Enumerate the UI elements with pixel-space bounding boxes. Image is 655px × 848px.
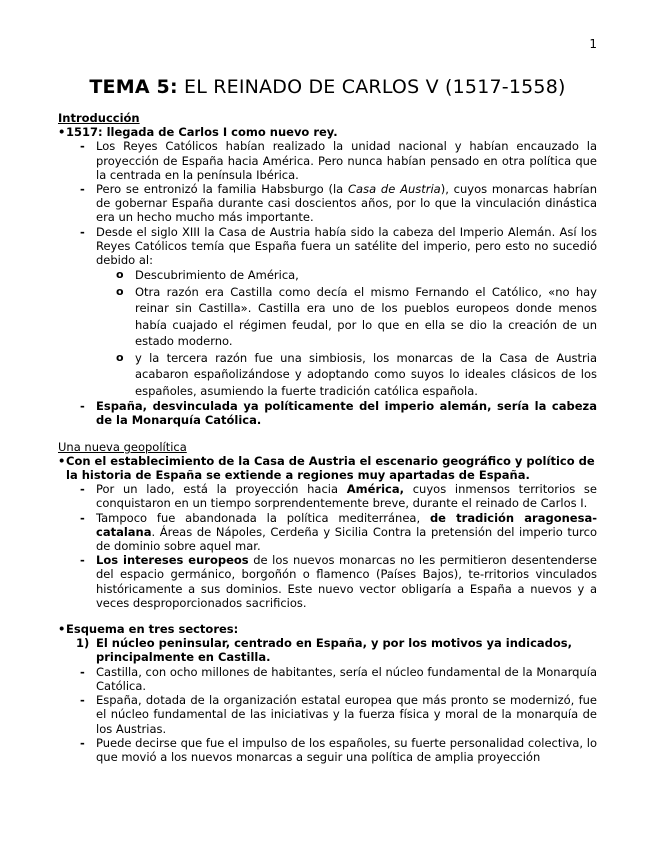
numbered-item: 1) El núcleo peninsular, centrado en España, y por los motivos ya indicados, principalmente en Castilla.	[76, 636, 572, 665]
list-item: - España, desvinculada ya políticamente del imperio alemán, sería la cabeza de la Monarquía Católica.	[58, 399, 597, 427]
reasons-list	[58, 267, 597, 399]
list-item: - Castilla, con ocho millones de habitantes, sería el núcleo fundamental de la Monarquía Católica.	[58, 665, 597, 693]
title-rest: EL REINADO DE CARLOS V (1517-1558)	[177, 76, 566, 98]
list-item: - Tampoco fue abandonada la política mediterránea, de tradición aragonesa-catalana. Áreas de Nápoles, Cerdeña y Sicilia Contra la pretensión del imperio turco de dominio sobre aquel mar.	[58, 511, 597, 554]
sectors-list	[58, 636, 597, 664]
page-title	[0, 76, 655, 98]
section-heading-geopolitica: Una nueva geopolítica	[58, 439, 187, 454]
list-item: o Otra razón era Castilla como decía el mismo Fernando el Católico, «no hay reinar sin Castilla». Castilla era uno de los pueblos europeos donde menos había cuajado el régimen feudal, por lo que en ella se dio la creación de un estado moderno.	[58, 284, 597, 350]
title-bold: TEMA 5:	[89, 76, 178, 98]
intro-list	[58, 139, 597, 427]
list-item: o Descubrimiento de América,	[58, 267, 597, 284]
list-item: - Desde el siglo XIII la Casa de Austria había sido la cabeza del Imperio Alemán. Así los Reyes Católicos temía que España fuera un satélite del imperio, pero esto no sucedió debido al: o Descubrimiento de América, o Otra razón era Castilla como decía el mismo Fernando el Católico, «no hay reinar sin Castilla». Castilla era uno de los pueblos europeos donde menos había cuajado el régimen feudal, por lo que en ella se dio la creación de un estado moderno. o y la tercera razón fue una simbiosis, los monarcas de la Casa de Austria acabaron españolizándose y adoptando como suyos lo ideales clásicos de los españoles, asumiendo la fuerte tradición católica española.	[58, 225, 597, 400]
page-number: 1	[589, 37, 597, 51]
list-item: - Por un lado, está la proyección hacia América, cuyos inmensos territorios se conquistaron en un tiempo sorprendentemente breve, durante el reinado de Carlos I.	[58, 482, 597, 510]
list-item: - Los intereses europeos de los nuevos monarcas no les permitieron desentenderse del espacio germánico, borgoñón o flamenco (Países Bajos), te-rritorios vinculados históricamente a sus dominios. Este nuevo vector obligaría a España a nuevos y a veces desproporcionados sacrificios.	[58, 553, 597, 610]
list-item: - Los Reyes Católicos habían realizado la unidad nacional y habían encauzado la proyección de España hacia América. Pero nunca habían pensado en otra política que la centrada en la península Ibérica.	[58, 139, 597, 182]
bullet-casa-austria: • Con el establecimiento de la Casa de Austria el escenario geográfico y político de la historia de España se extiende a regiones muy apartadas de España.	[58, 454, 597, 482]
section-heading-introduccion: Introducción	[58, 111, 140, 125]
list-item: - Pero se entronizó la familia Habsburgo (la Casa de Austria), cuyos monarcas habrían de gobernar España durante casi doscientos años, por lo que la vinculación dinástica era un hecho mucho más importante.	[58, 182, 597, 225]
list-item: - Puede decirse que fue el impulso de los españoles, su fuerte personalidad colectiva, lo que movió a los nuevos monarcas a seguir una política de amplia proyección	[58, 736, 597, 764]
list-item: - España, dotada de la organización estatal europea que más pronto se modernizó, fue el núcleo fundamental de las iniciativas y la fuerza física y moral de la monarquía de los Austrias.	[58, 693, 597, 736]
bullet-1517: • 1517: llegada de Carlos I como nuevo rey.	[58, 125, 597, 139]
geopolitica-list	[58, 482, 597, 610]
list-item: o y la tercera razón fue una simbiosis, los monarcas de la Casa de Austria acabaron españolizándose y adoptando como suyos lo ideales clásicos de los españoles, asumiendo la fuerte tradición católica española.	[58, 350, 597, 400]
bullet-esquema: • Esquema en tres sectores:	[58, 622, 597, 636]
sector-1-list	[58, 665, 597, 764]
document-body	[58, 111, 597, 764]
